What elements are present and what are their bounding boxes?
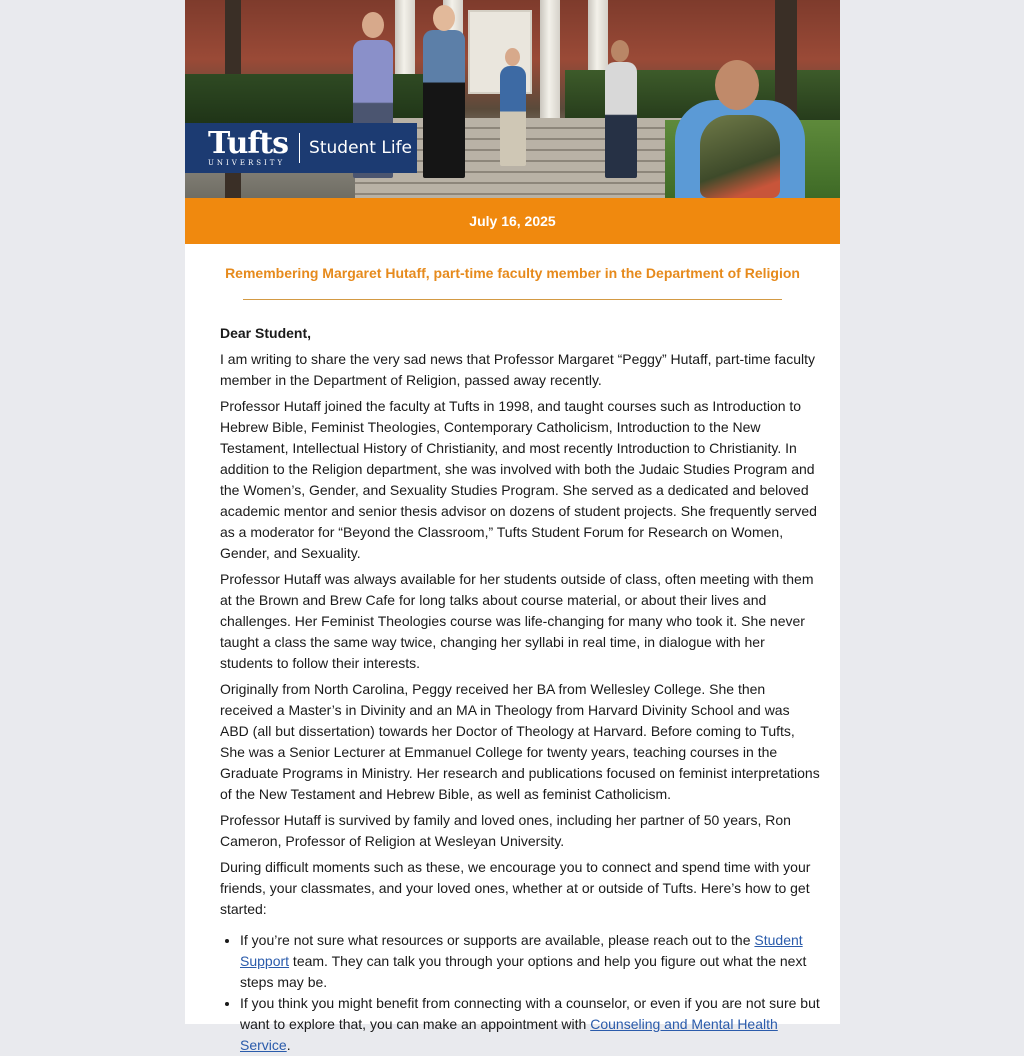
student-support-link[interactable]: Student Support <box>240 932 803 969</box>
counseling-link[interactable]: Counseling and Mental Health Service <box>240 1016 778 1053</box>
paragraph: Professor Hutaff was always available for her students outside of class, often meeting with them at the Brown and Brew Cafe for long talks about course material, or about their lives and challenges. Her Feminist Theologies course was life-changing for many who took it. She never taught a class the same way twice, changing her syllabi in real time, in dialogue with her students to follow their interests. <box>220 571 814 671</box>
student-figure <box>500 66 526 166</box>
student-head <box>715 60 759 110</box>
hero-image <box>185 0 840 198</box>
student-head <box>611 40 629 62</box>
backpack <box>700 115 780 198</box>
list-item: • If you think you might benefit from connecting with a counselor, or even if you are not sure but want to explore that, you can make an appointment with Counseling and Mental Health Service. <box>240 993 820 1056</box>
tufts-student-life-logo <box>185 123 417 173</box>
email-body <box>185 0 840 1053</box>
logo-university: UNIVERSITY <box>208 159 286 167</box>
paragraph: Professor Hutaff is survived by family and loved ones, including her partner of 50 years, Ron Cameron, Professor of Religion at Wesleyan University. <box>220 812 791 849</box>
student-figure <box>423 30 465 178</box>
resource-list <box>220 930 820 1056</box>
list-item: • If you’re not sure what resources or supports are available, please reach out to the Student Support team. They can talk you through your options and help you figure out what the next steps may be. <box>240 930 820 993</box>
message-content <box>185 300 840 1056</box>
paragraph: Originally from North Carolina, Peggy received her BA from Wellesley College. She then received a Master’s in Divinity and an MA in Theology from Harvard Divinity School and was ABD (all but dissertation) towards her Doctor of Theology at Harvard. Before coming to Tufts, She was a Senior Lecturer at Emmanuel College for twenty years, teaching courses in the Graduate Programs in Ministry. Her research and publications focused on feminist interpretations of the New Testament and Hebrew Bible, as well as feminist Catholicism. <box>220 681 820 802</box>
paragraph: During difficult moments such as these, we encourage you to connect and spend time with your friends, your classmates, and your loved ones, whether at or outside of Tufts. Here’s how to get started: <box>220 859 811 917</box>
student-head <box>433 5 455 31</box>
date-bar <box>185 198 840 244</box>
student-head <box>362 12 384 38</box>
student-figure <box>605 62 637 178</box>
greeting: Dear Student, <box>220 325 312 341</box>
student-head <box>505 48 520 66</box>
logo-divider <box>299 133 300 163</box>
paragraph: I am writing to share the very sad news that Professor Margaret “Peggy” Hutaff, part-time faculty member in the Department of Religion, passed away recently. <box>220 351 815 388</box>
paragraph: Professor Hutaff joined the faculty at Tufts in 1998, and taught courses such as Introduction to Hebrew Bible, Feminist Theologies, Contemporary Catholicism, Introduction to the New Testament, Intellectual History of Christianity, and most recently Introduction to Christianity. In addition to the Religion department, she was involved with both the Judaic Studies Program and the Women’s, Gender, and Sexuality Studies Program. She served as a dedicated and beloved academic mentor and senior thesis advisor on dozens of student projects. She frequently served as a moderator for “Beyond the Classroom,” Tufts Student Forum for Research on Women, Gender, and Sexuality. <box>220 398 817 561</box>
email-date: July 16, 2025 <box>469 213 556 229</box>
logo-wordmark: Tufts <box>208 126 289 161</box>
logo-tagline: Student Life <box>309 138 413 158</box>
column <box>540 0 560 118</box>
headline: Remembering Margaret Hutaff, part-time faculty member in the Department of Religion <box>225 265 800 281</box>
